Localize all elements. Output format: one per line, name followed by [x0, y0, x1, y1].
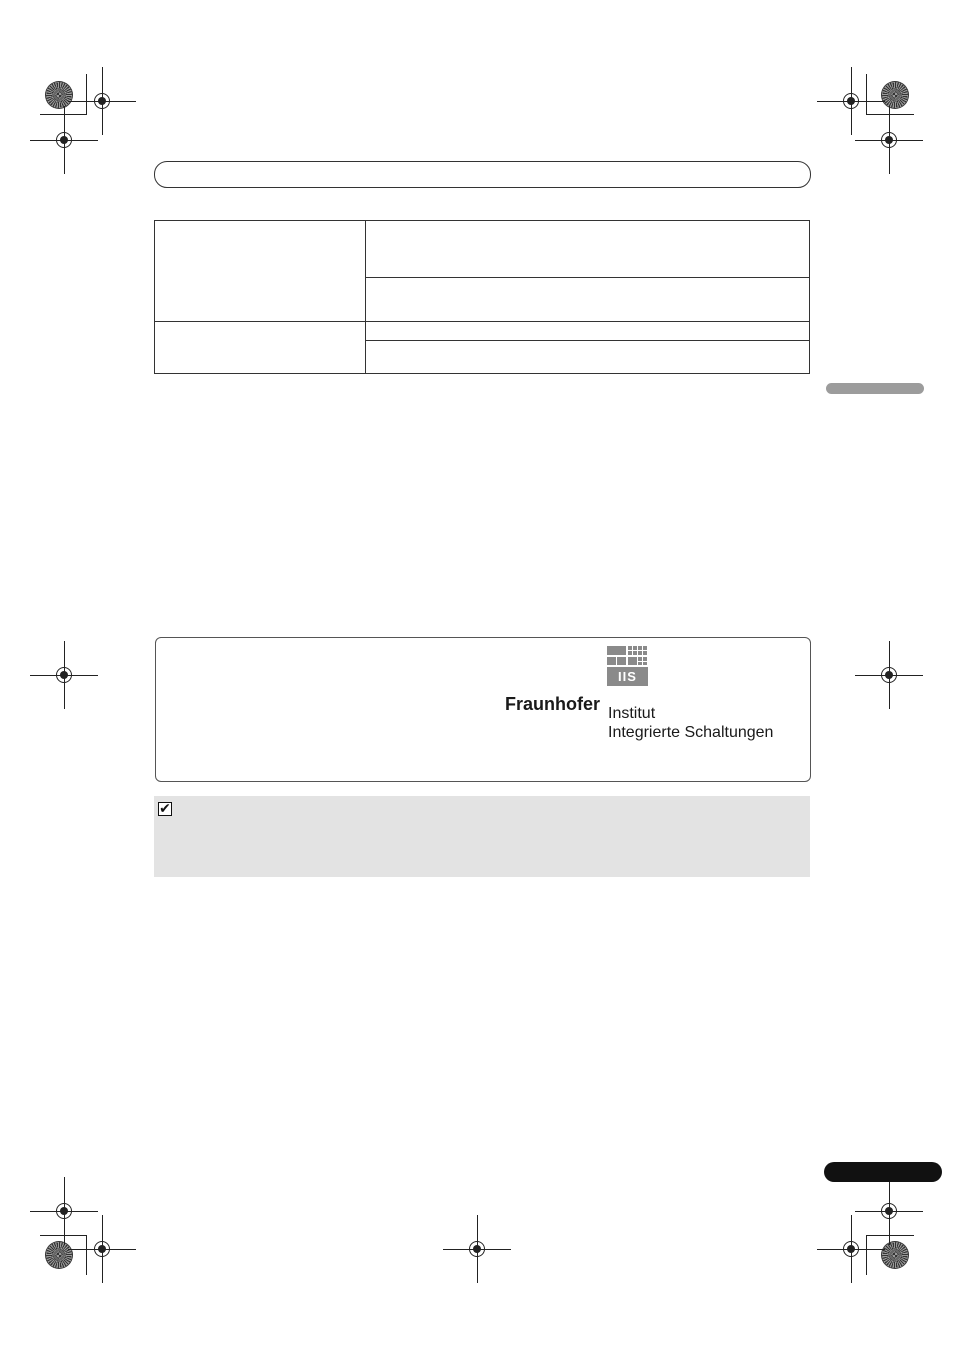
spec-table — [154, 220, 810, 374]
license-logo-panel — [155, 637, 811, 782]
section-header-bar — [154, 161, 811, 188]
institute-name-line1: Institut — [608, 705, 656, 722]
registration-starburst-top-left — [46, 82, 72, 108]
table-row-divider — [365, 340, 809, 341]
checkmark-icon: ✔ — [159, 800, 171, 816]
table-row-divider — [365, 277, 809, 278]
crop-line — [40, 1235, 87, 1236]
registration-starburst-top-right — [882, 82, 908, 108]
crop-line — [866, 1235, 914, 1236]
table-row-divider — [155, 321, 809, 322]
institute-name-line2: Integrierte Schaltungen — [608, 724, 774, 741]
registration-starburst-bottom-left — [46, 1242, 72, 1268]
crop-line — [866, 114, 914, 115]
note-box — [154, 796, 810, 877]
crop-line — [86, 74, 87, 114]
side-section-tab — [826, 383, 924, 394]
crop-line — [86, 1235, 87, 1275]
table-column-divider — [365, 221, 366, 373]
fraunhofer-brand-name: Fraunhofer — [505, 694, 601, 714]
page-number-badge — [824, 1162, 942, 1182]
iis-mark-label: IIS — [607, 667, 648, 686]
crop-line — [866, 1235, 867, 1275]
crop-line — [866, 74, 867, 114]
crop-line — [40, 114, 87, 115]
registration-starburst-bottom-right — [882, 1242, 908, 1268]
